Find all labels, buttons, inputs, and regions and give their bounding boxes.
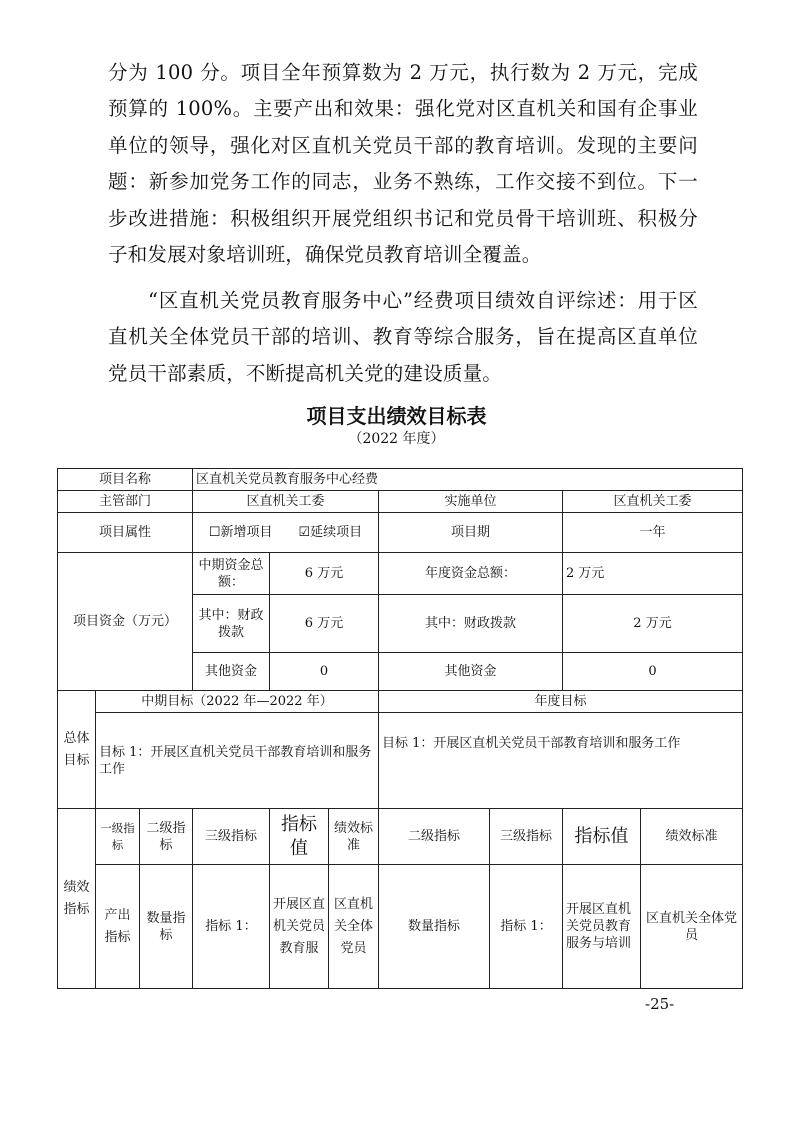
project-period-label: 项目期	[379, 513, 563, 553]
page-number: -25-	[645, 995, 675, 1013]
paragraph-1: 分为 100 分。项目全年预算数为 2 万元，执行数为 2 万元，完成预算的 100%。主要产出和效果：强化党对区直机关和国有企事业单位的领导，强化对区直机关党员干部的教育培训。发现的主要问题：新参加党务工作的同志，业务不熟练，工作交接不到位。下一步改进措施：积极组织开展党组织书记和党员骨干培训班、积极分子和发展对象培训班，确保党员教育培训全覆盖。	[108, 61, 698, 267]
mid-term-goal-header: 中期目标（2022 年—2022 年）	[96, 691, 379, 713]
header-level2-year: 二级指标	[379, 809, 490, 865]
implementer-value: 区直机关工委	[563, 491, 743, 513]
data-level3-year: 指标 1：	[490, 865, 563, 989]
performance-target-table	[57, 468, 743, 989]
table-title: 项目支出绩效目标表	[306, 404, 487, 428]
project-attribute-value: ☐新增项目 ☑延续项目	[193, 513, 379, 553]
kpi-label: 绩效指标	[58, 809, 96, 989]
fund-label: 项目资金（万元）	[58, 553, 193, 691]
data-level3: 指标 1：	[193, 865, 270, 989]
data-standard: 区直机关全体党员	[329, 865, 379, 989]
header-value: 指标值	[270, 809, 329, 865]
overall-goal-label: 总体目标	[58, 691, 96, 809]
fund-other-label-year: 其他资金	[379, 653, 563, 691]
project-name-label: 项目名称	[58, 469, 193, 491]
implementer-label: 实施单位	[379, 491, 563, 513]
fund-mid-label: 中期资金总额：	[193, 553, 270, 595]
data-value: 开展区直机关党员教育服	[270, 865, 329, 989]
header-level3: 三级指标	[193, 809, 270, 865]
header-level2: 二级指标	[140, 809, 193, 865]
data-level2: 数量指标	[140, 865, 193, 989]
table-subtitle: （2022 年度）	[348, 431, 445, 447]
fund-year-value: 2 万元	[563, 553, 743, 595]
fund-other-label: 其他资金	[193, 653, 270, 691]
department-value: 区直机关工委	[193, 491, 379, 513]
fund-fin-label-year: 其中：财政拨款	[379, 595, 563, 653]
fund-fin-label: 其中：财政拨款	[193, 595, 270, 653]
fund-fin-value-year: 2 万元	[563, 595, 743, 653]
mid-term-goal-text: 目标 1：开展区直机关党员干部教育培训和服务工作	[96, 713, 379, 809]
header-level3-year: 三级指标	[490, 809, 563, 865]
header-value-year: 指标值	[563, 809, 641, 865]
paragraph-2: “区直机关党员教育服务中心”经费项目绩效自评综述：用于区直机关全体党员干部的培训、教育等综合服务，旨在提高区直单位党员干部素质，不断提高机关党的建设质量。	[108, 289, 698, 385]
header-standard: 绩效标准	[329, 809, 379, 865]
project-period-value: 一年	[563, 513, 743, 553]
header-level1: 一级指标	[96, 809, 140, 865]
fund-mid-value: 6 万元	[270, 553, 379, 595]
project-attribute-label: 项目属性	[58, 513, 193, 553]
fund-fin-value: 6 万元	[270, 595, 379, 653]
data-level1: 产出指标	[96, 865, 140, 989]
header-standard-year: 绩效标准	[641, 809, 743, 865]
data-level2-year: 数量指标	[379, 865, 490, 989]
data-standard-year: 区直机关全体党员	[641, 865, 743, 989]
data-value-year: 开展区直机关党员教育服务与培训	[563, 865, 641, 989]
fund-year-label: 年度资金总额：	[379, 553, 563, 595]
fund-other-value: 0	[270, 653, 379, 691]
project-name-value: 区直机关党员教育服务中心经费	[193, 469, 743, 491]
department-label: 主管部门	[58, 491, 193, 513]
annual-goal-header: 年度目标	[379, 691, 743, 713]
fund-other-value-year: 0	[563, 653, 743, 691]
annual-goal-text: 目标 1：开展区直机关党员干部教育培训和服务工作	[379, 713, 743, 809]
